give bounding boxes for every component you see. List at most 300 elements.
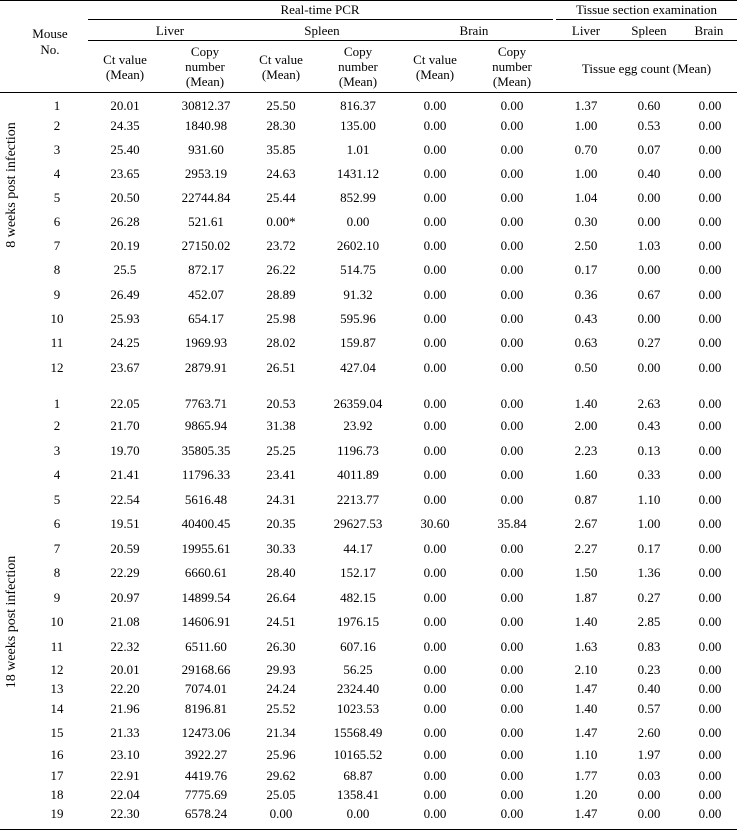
table-cell: 0.00 xyxy=(500,443,524,458)
table-cell: 0.00 xyxy=(423,787,447,802)
table-cell: 0.00 xyxy=(346,806,370,821)
table-cell: 0.00 xyxy=(500,166,524,181)
mouse-header: Mouse No. xyxy=(32,26,68,57)
table-cell: 19.51 xyxy=(110,516,140,531)
table-cell: 20.01 xyxy=(110,98,140,113)
mouse-number-cell: 17 xyxy=(50,768,64,783)
table-cell: 0.00 xyxy=(500,768,524,783)
table-cell: 852.99 xyxy=(340,190,376,205)
table-cell: 0.00 xyxy=(500,639,524,654)
table-cell: 24.51 xyxy=(266,614,296,629)
table-cell: 0.00 xyxy=(698,190,722,205)
table-cell: 607.16 xyxy=(340,639,376,654)
table-cell: 27150.02 xyxy=(181,238,231,253)
table-cell: 44.17 xyxy=(343,541,373,556)
table-cell: 0.00 xyxy=(698,335,722,350)
table-cell: 22.30 xyxy=(110,806,140,821)
table-cell: 22.05 xyxy=(110,396,140,411)
table-cell: 0.00 xyxy=(500,262,524,277)
tissue-group-header: Tissue section examination xyxy=(575,2,718,17)
header-bottom-rule xyxy=(0,92,737,93)
table-cell: 21.41 xyxy=(110,467,140,482)
table-cell: 25.40 xyxy=(110,142,140,157)
table-cell: 21.96 xyxy=(110,701,140,716)
mouse-number-cell: 6 xyxy=(53,516,61,531)
table-cell: 21.34 xyxy=(266,725,296,740)
table-cell: 0.00 xyxy=(423,639,447,654)
table-cell: 0.00 xyxy=(698,287,722,302)
table-cell: 0.00 xyxy=(698,166,722,181)
table-cell: 0.00 xyxy=(423,565,447,580)
table-cell: 0.00 xyxy=(423,262,447,277)
table-cell: 521.61 xyxy=(188,214,224,229)
mouse-number-cell: 8 xyxy=(53,262,61,277)
table-cell: 0.00 xyxy=(423,725,447,740)
table-cell: 3922.27 xyxy=(184,747,228,762)
table-cell: 0.00 xyxy=(500,287,524,302)
table-cell: 0.00 xyxy=(698,262,722,277)
table-cell: 152.17 xyxy=(340,565,376,580)
table-cell: 25.93 xyxy=(110,311,140,326)
mouse-number-cell: 11 xyxy=(50,639,64,654)
table-cell: 0.00 xyxy=(698,768,722,783)
mouse-number-cell: 13 xyxy=(50,681,64,696)
table-cell: 25.50 xyxy=(266,98,296,113)
table-cell: 0.67 xyxy=(637,287,661,302)
mouse-number-cell: 7 xyxy=(53,238,61,253)
table-cell: 427.04 xyxy=(340,360,376,375)
table-cell: 0.63 xyxy=(574,335,598,350)
table-cell: 23.72 xyxy=(266,238,296,253)
table-cell: 0.00 xyxy=(423,287,447,302)
egg-liver-header: Liver xyxy=(571,23,601,38)
table-cell: 2.50 xyxy=(574,238,598,253)
table-cell: 135.00 xyxy=(340,118,376,133)
egg-count-header: Tissue egg count (Mean) xyxy=(581,61,712,76)
table-cell: 1.63 xyxy=(574,639,598,654)
table-cell: 0.00 xyxy=(637,787,661,802)
table-cell: 0.00 xyxy=(423,590,447,605)
table-cell: 25.05 xyxy=(266,787,296,802)
table-cell: 0.00 xyxy=(698,787,722,802)
table-cell: 0.00 xyxy=(637,214,661,229)
table-cell: 1840.98 xyxy=(184,118,228,133)
table-cell: 35805.35 xyxy=(181,443,231,458)
table-cell: 0.60 xyxy=(637,98,661,113)
liver-copy-header: Copy number (Mean) xyxy=(185,44,225,89)
table-cell: 1.10 xyxy=(637,492,661,507)
table-cell: 0.00 xyxy=(698,360,722,375)
table-cell: 15568.49 xyxy=(333,725,383,740)
table-cell: 0.00 xyxy=(423,681,447,696)
table-cell: 7763.71 xyxy=(184,396,228,411)
table-cell: 1.04 xyxy=(574,190,598,205)
table-cell: 0.00 xyxy=(500,418,524,433)
mouse-number-cell: 19 xyxy=(50,806,64,821)
table-cell: 452.07 xyxy=(188,287,224,302)
table-cell: 0.00 xyxy=(500,238,524,253)
table-cell: 1.40 xyxy=(574,396,598,411)
table-cell: 0.40 xyxy=(637,166,661,181)
table-cell: 2213.77 xyxy=(336,492,380,507)
table-cell: 10165.52 xyxy=(333,747,383,762)
table-cell: 31.38 xyxy=(266,418,296,433)
table-cell: 21.70 xyxy=(110,418,140,433)
table-cell: 0.17 xyxy=(574,262,598,277)
table-cell: 0.00 xyxy=(698,98,722,113)
table-cell: 1976.15 xyxy=(336,614,380,629)
table-cell: 0.00 xyxy=(500,360,524,375)
table-cell: 6511.60 xyxy=(185,639,227,654)
table-cell: 1.40 xyxy=(574,701,598,716)
group-label-8-weeks: 8 weeks post infection xyxy=(4,122,19,248)
brain-copy-header: Copy number (Mean) xyxy=(492,44,532,89)
table-cell: 20.01 xyxy=(110,662,140,677)
table-cell: 20.50 xyxy=(110,190,140,205)
table-cell: 0.53 xyxy=(637,118,661,133)
table-cell: 0.00 xyxy=(423,541,447,556)
table-cell: 28.89 xyxy=(266,287,296,302)
table-cell: 23.41 xyxy=(266,467,296,482)
table-cell: 0.87 xyxy=(574,492,598,507)
table-cell: 6660.61 xyxy=(184,565,228,580)
table-cell: 0.23 xyxy=(637,662,661,677)
mouse-number-cell: 16 xyxy=(50,747,64,762)
table-cell: 1431.12 xyxy=(336,166,380,181)
table-cell: 20.53 xyxy=(266,396,296,411)
table-cell: 0.00 xyxy=(500,142,524,157)
mouse-number-cell: 6 xyxy=(53,214,61,229)
mouse-number-cell: 9 xyxy=(53,287,61,302)
table-cell: 0.00 xyxy=(423,118,447,133)
table-cell: 0.00 xyxy=(500,311,524,326)
mouse-number-cell: 10 xyxy=(50,311,64,326)
table-cell: 19955.61 xyxy=(181,541,231,556)
mouse-number-cell: 1 xyxy=(53,396,61,411)
brain-ct-header: Ct value (Mean) xyxy=(413,52,457,82)
table-cell: 0.00 xyxy=(500,806,524,821)
table-cell: 0.00 xyxy=(698,747,722,762)
group-label-18-weeks: 18 weeks post infection xyxy=(4,555,19,689)
table-cell: 0.50 xyxy=(574,360,598,375)
table-cell: 22.04 xyxy=(110,787,140,802)
table-cell: 4419.76 xyxy=(184,768,228,783)
table-cell: 0.00 xyxy=(500,787,524,802)
mouse-number-cell: 1 xyxy=(53,98,61,113)
table-cell: 0.07 xyxy=(637,142,661,157)
table-cell: 2.00 xyxy=(574,418,598,433)
liver-ct-header: Ct value (Mean) xyxy=(103,52,147,82)
table-cell: 7775.69 xyxy=(184,787,228,802)
pcr-rule xyxy=(88,19,553,20)
table-cell: 26.28 xyxy=(110,214,140,229)
table-cell: 25.96 xyxy=(266,747,296,762)
table-cell: 9865.94 xyxy=(184,418,228,433)
table-cell: 2.67 xyxy=(574,516,598,531)
pcr-spleen-header: Spleen xyxy=(304,23,340,38)
table-cell: 24.25 xyxy=(110,335,140,350)
table-cell: 30812.37 xyxy=(181,98,231,113)
table-cell: 1.00 xyxy=(637,516,661,531)
table-cell: 0.00 xyxy=(500,590,524,605)
mouse-number-cell: 8 xyxy=(53,565,61,580)
table-cell: 1.87 xyxy=(574,590,598,605)
table-cell: 35.84 xyxy=(497,516,527,531)
table-cell: 0.00 xyxy=(423,747,447,762)
table-cell: 21.08 xyxy=(110,614,140,629)
table-cell: 14606.91 xyxy=(181,614,231,629)
pcr-liver-header: Liver xyxy=(155,23,185,38)
table-cell: 20.19 xyxy=(110,238,140,253)
table-cell: 0.70 xyxy=(574,142,598,157)
mouse-number-cell: 14 xyxy=(50,701,64,716)
table-cell: 1.77 xyxy=(574,768,598,783)
table-cell: 56.25 xyxy=(343,662,373,677)
table-cell: 0.00 xyxy=(500,98,524,113)
mouse-number-cell: 11 xyxy=(50,335,64,350)
top-rule xyxy=(0,0,737,1)
mouse-number-cell: 3 xyxy=(53,443,61,458)
table-cell: 0.00 xyxy=(637,262,661,277)
table-cell: 20.97 xyxy=(110,590,140,605)
table-cell: 0.00 xyxy=(423,335,447,350)
table-cell: 26359.04 xyxy=(333,396,383,411)
egg-spleen-header: Spleen xyxy=(631,23,667,38)
table-cell: 20.35 xyxy=(266,516,296,531)
table-cell: 0.00 xyxy=(423,443,447,458)
table-cell: 514.75 xyxy=(340,262,376,277)
table-cell: 0.00 xyxy=(423,166,447,181)
table-cell: 6578.24 xyxy=(184,806,228,821)
pcr-group-header: Real-time PCR xyxy=(280,2,360,17)
table-cell: 1.47 xyxy=(574,681,598,696)
table-cell: 0.00 xyxy=(500,662,524,677)
table-cell: 1.40 xyxy=(574,614,598,629)
mouse-number-cell: 18 xyxy=(50,787,64,802)
table-cell: 0.00 xyxy=(637,311,661,326)
table-cell: 26.30 xyxy=(266,639,296,654)
table-cell: 0.00 xyxy=(423,701,447,716)
table-cell: 2.27 xyxy=(574,541,598,556)
mouse-number-cell: 15 xyxy=(50,725,64,740)
table-cell: 1.10 xyxy=(574,747,598,762)
table-cell: 1.36 xyxy=(637,565,661,580)
tissue-name-rule xyxy=(88,40,737,41)
table-cell: 28.40 xyxy=(266,565,296,580)
table-cell: 0.00 xyxy=(698,396,722,411)
table-cell: 0.00 xyxy=(423,396,447,411)
table-cell: 0.00 xyxy=(698,118,722,133)
mouse-number-cell: 7 xyxy=(53,541,61,556)
table-cell: 26.51 xyxy=(266,360,296,375)
table-cell: 931.60 xyxy=(188,142,224,157)
table-cell: 7074.01 xyxy=(184,681,228,696)
mouse-number-cell: 2 xyxy=(53,118,61,133)
table-cell: 0.00 xyxy=(637,806,661,821)
table-cell: 0.33 xyxy=(637,467,661,482)
table-cell: 0.00 xyxy=(698,565,722,580)
table-cell: 0.00 xyxy=(698,467,722,482)
table-cell: 872.17 xyxy=(188,262,224,277)
table-cell: 22.20 xyxy=(110,681,140,696)
spleen-copy-header: Copy number (Mean) xyxy=(338,44,378,89)
table-cell: 30.60 xyxy=(420,516,450,531)
table-cell: 1.97 xyxy=(637,747,661,762)
table-cell: 8196.81 xyxy=(184,701,228,716)
table-cell: 0.00 xyxy=(500,681,524,696)
table-cell: 0.00 xyxy=(423,142,447,157)
table-cell: 0.00 xyxy=(500,701,524,716)
table-cell: 0.00 xyxy=(637,360,661,375)
spleen-ct-header: Ct value (Mean) xyxy=(259,52,303,82)
table-cell: 1196.73 xyxy=(337,443,379,458)
table-cell: 26.22 xyxy=(266,262,296,277)
table-cell: 0.00 xyxy=(423,768,447,783)
table-cell: 22744.84 xyxy=(181,190,231,205)
table-cell: 0.00 xyxy=(423,190,447,205)
mouse-number-cell: 10 xyxy=(50,614,64,629)
table-cell: 11796.33 xyxy=(181,467,231,482)
table-cell: 0.00 xyxy=(423,492,447,507)
table-cell: 1.01 xyxy=(346,142,370,157)
table-cell: 0.00 xyxy=(423,360,447,375)
table-cell: 0.00 xyxy=(698,701,722,716)
table-cell: 25.44 xyxy=(266,190,296,205)
table-cell: 0.00 xyxy=(423,214,447,229)
table-cell: 0.00 xyxy=(500,214,524,229)
table-cell: 0.00 xyxy=(500,614,524,629)
table-cell: 25.25 xyxy=(266,443,296,458)
mouse-number-cell: 12 xyxy=(50,360,64,375)
table-cell: 0.00 xyxy=(698,590,722,605)
table-cell: 1.00 xyxy=(574,166,598,181)
mouse-number-cell: 3 xyxy=(53,142,61,157)
table-cell: 0.00 xyxy=(423,614,447,629)
table-cell: 2953.19 xyxy=(184,166,228,181)
table-cell: 35.85 xyxy=(266,142,296,157)
mouse-number-cell: 12 xyxy=(50,662,64,677)
mouse-number-cell: 9 xyxy=(53,590,61,605)
table-cell: 1358.41 xyxy=(336,787,380,802)
table-cell: 14899.54 xyxy=(181,590,231,605)
table-cell: 29.62 xyxy=(266,768,296,783)
table-cell: 28.30 xyxy=(266,118,296,133)
table-cell: 21.33 xyxy=(110,725,140,740)
table-cell: 595.96 xyxy=(340,311,376,326)
table-cell: 23.65 xyxy=(110,166,140,181)
table-cell: 0.00 xyxy=(500,565,524,580)
table-cell: 0.00 xyxy=(423,311,447,326)
table-cell: 28.02 xyxy=(266,335,296,350)
table-cell: 0.00 xyxy=(698,418,722,433)
table-cell: 22.54 xyxy=(110,492,140,507)
table-cell: 1.47 xyxy=(574,806,598,821)
table-cell: 2.23 xyxy=(574,443,598,458)
table-cell: 22.29 xyxy=(110,565,140,580)
table-cell: 1.00 xyxy=(574,118,598,133)
pcr-brain-header: Brain xyxy=(459,23,489,38)
table-cell: 0.83 xyxy=(637,639,661,654)
table-cell: 24.35 xyxy=(110,118,140,133)
table-cell: 2879.91 xyxy=(184,360,228,375)
tissue-rule xyxy=(556,19,737,20)
table-cell: 1.03 xyxy=(637,238,661,253)
mouse-number-cell: 5 xyxy=(53,190,61,205)
mouse-number-cell: 2 xyxy=(53,418,61,433)
table-cell: 0.00 xyxy=(500,725,524,740)
table-cell: 91.32 xyxy=(343,287,373,302)
table-cell: 0.00 xyxy=(423,467,447,482)
table-cell: 0.00 xyxy=(637,190,661,205)
table-cell: 0.00 xyxy=(698,639,722,654)
table-cell: 0.00 xyxy=(500,335,524,350)
table-cell: 23.10 xyxy=(110,747,140,762)
table-cell: 24.24 xyxy=(266,681,296,696)
table-cell: 0.00 xyxy=(698,614,722,629)
table-cell: 0.00 xyxy=(500,747,524,762)
table-cell: 23.67 xyxy=(110,360,140,375)
table-cell: 1.37 xyxy=(574,98,598,113)
table-cell: 5616.48 xyxy=(184,492,228,507)
table-cell: 20.59 xyxy=(110,541,140,556)
table-cell: 0.17 xyxy=(637,541,661,556)
mouse-number-cell: 5 xyxy=(53,492,61,507)
table-cell: 26.64 xyxy=(266,590,296,605)
table-cell: 1.47 xyxy=(574,725,598,740)
table-cell: 0.00 xyxy=(423,806,447,821)
mouse-number-cell: 4 xyxy=(53,467,61,482)
table-cell: 2324.40 xyxy=(336,681,380,696)
table-cell: 0.40 xyxy=(637,681,661,696)
table-cell: 0.00 xyxy=(500,118,524,133)
table-cell: 0.00 xyxy=(698,806,722,821)
table-cell: 2602.10 xyxy=(336,238,380,253)
table-cell: 1023.53 xyxy=(336,701,380,716)
table-cell: 0.00 xyxy=(500,467,524,482)
table-cell: 0.00 xyxy=(500,492,524,507)
table-cell: 0.00 xyxy=(500,541,524,556)
table-cell: 1969.93 xyxy=(184,335,228,350)
table-cell: 40400.45 xyxy=(181,516,231,531)
table-cell: 0.00 xyxy=(346,214,370,229)
table-cell: 816.37 xyxy=(340,98,376,113)
table-cell: 22.91 xyxy=(110,768,140,783)
table-cell: 482.15 xyxy=(340,590,376,605)
table-cell: 1.60 xyxy=(574,467,598,482)
table-cell: 68.87 xyxy=(343,768,373,783)
egg-brain-header: Brain xyxy=(694,23,724,38)
table-cell: 22.32 xyxy=(110,639,140,654)
table-cell: 29168.66 xyxy=(181,662,231,677)
table-cell: 0.43 xyxy=(637,418,661,433)
table-cell: 2.85 xyxy=(637,614,661,629)
table-cell: 2.63 xyxy=(637,396,661,411)
table-cell: 0.00 xyxy=(698,681,722,696)
table-cell: 0.00 xyxy=(500,190,524,205)
table-cell: 0.00 xyxy=(500,396,524,411)
table-cell: 12473.06 xyxy=(181,725,231,740)
table-cell: 0.00 xyxy=(698,516,722,531)
table-cell: 30.33 xyxy=(266,541,296,556)
bottom-rule xyxy=(0,829,737,830)
table-cell: 0.00 xyxy=(423,98,447,113)
table-cell: 0.57 xyxy=(637,701,661,716)
table-cell: 24.31 xyxy=(266,492,296,507)
table-cell: 0.27 xyxy=(637,590,661,605)
table-cell: 0.43 xyxy=(574,311,598,326)
table-cell: 0.00 xyxy=(698,492,722,507)
table-cell: 0.00 xyxy=(269,806,293,821)
